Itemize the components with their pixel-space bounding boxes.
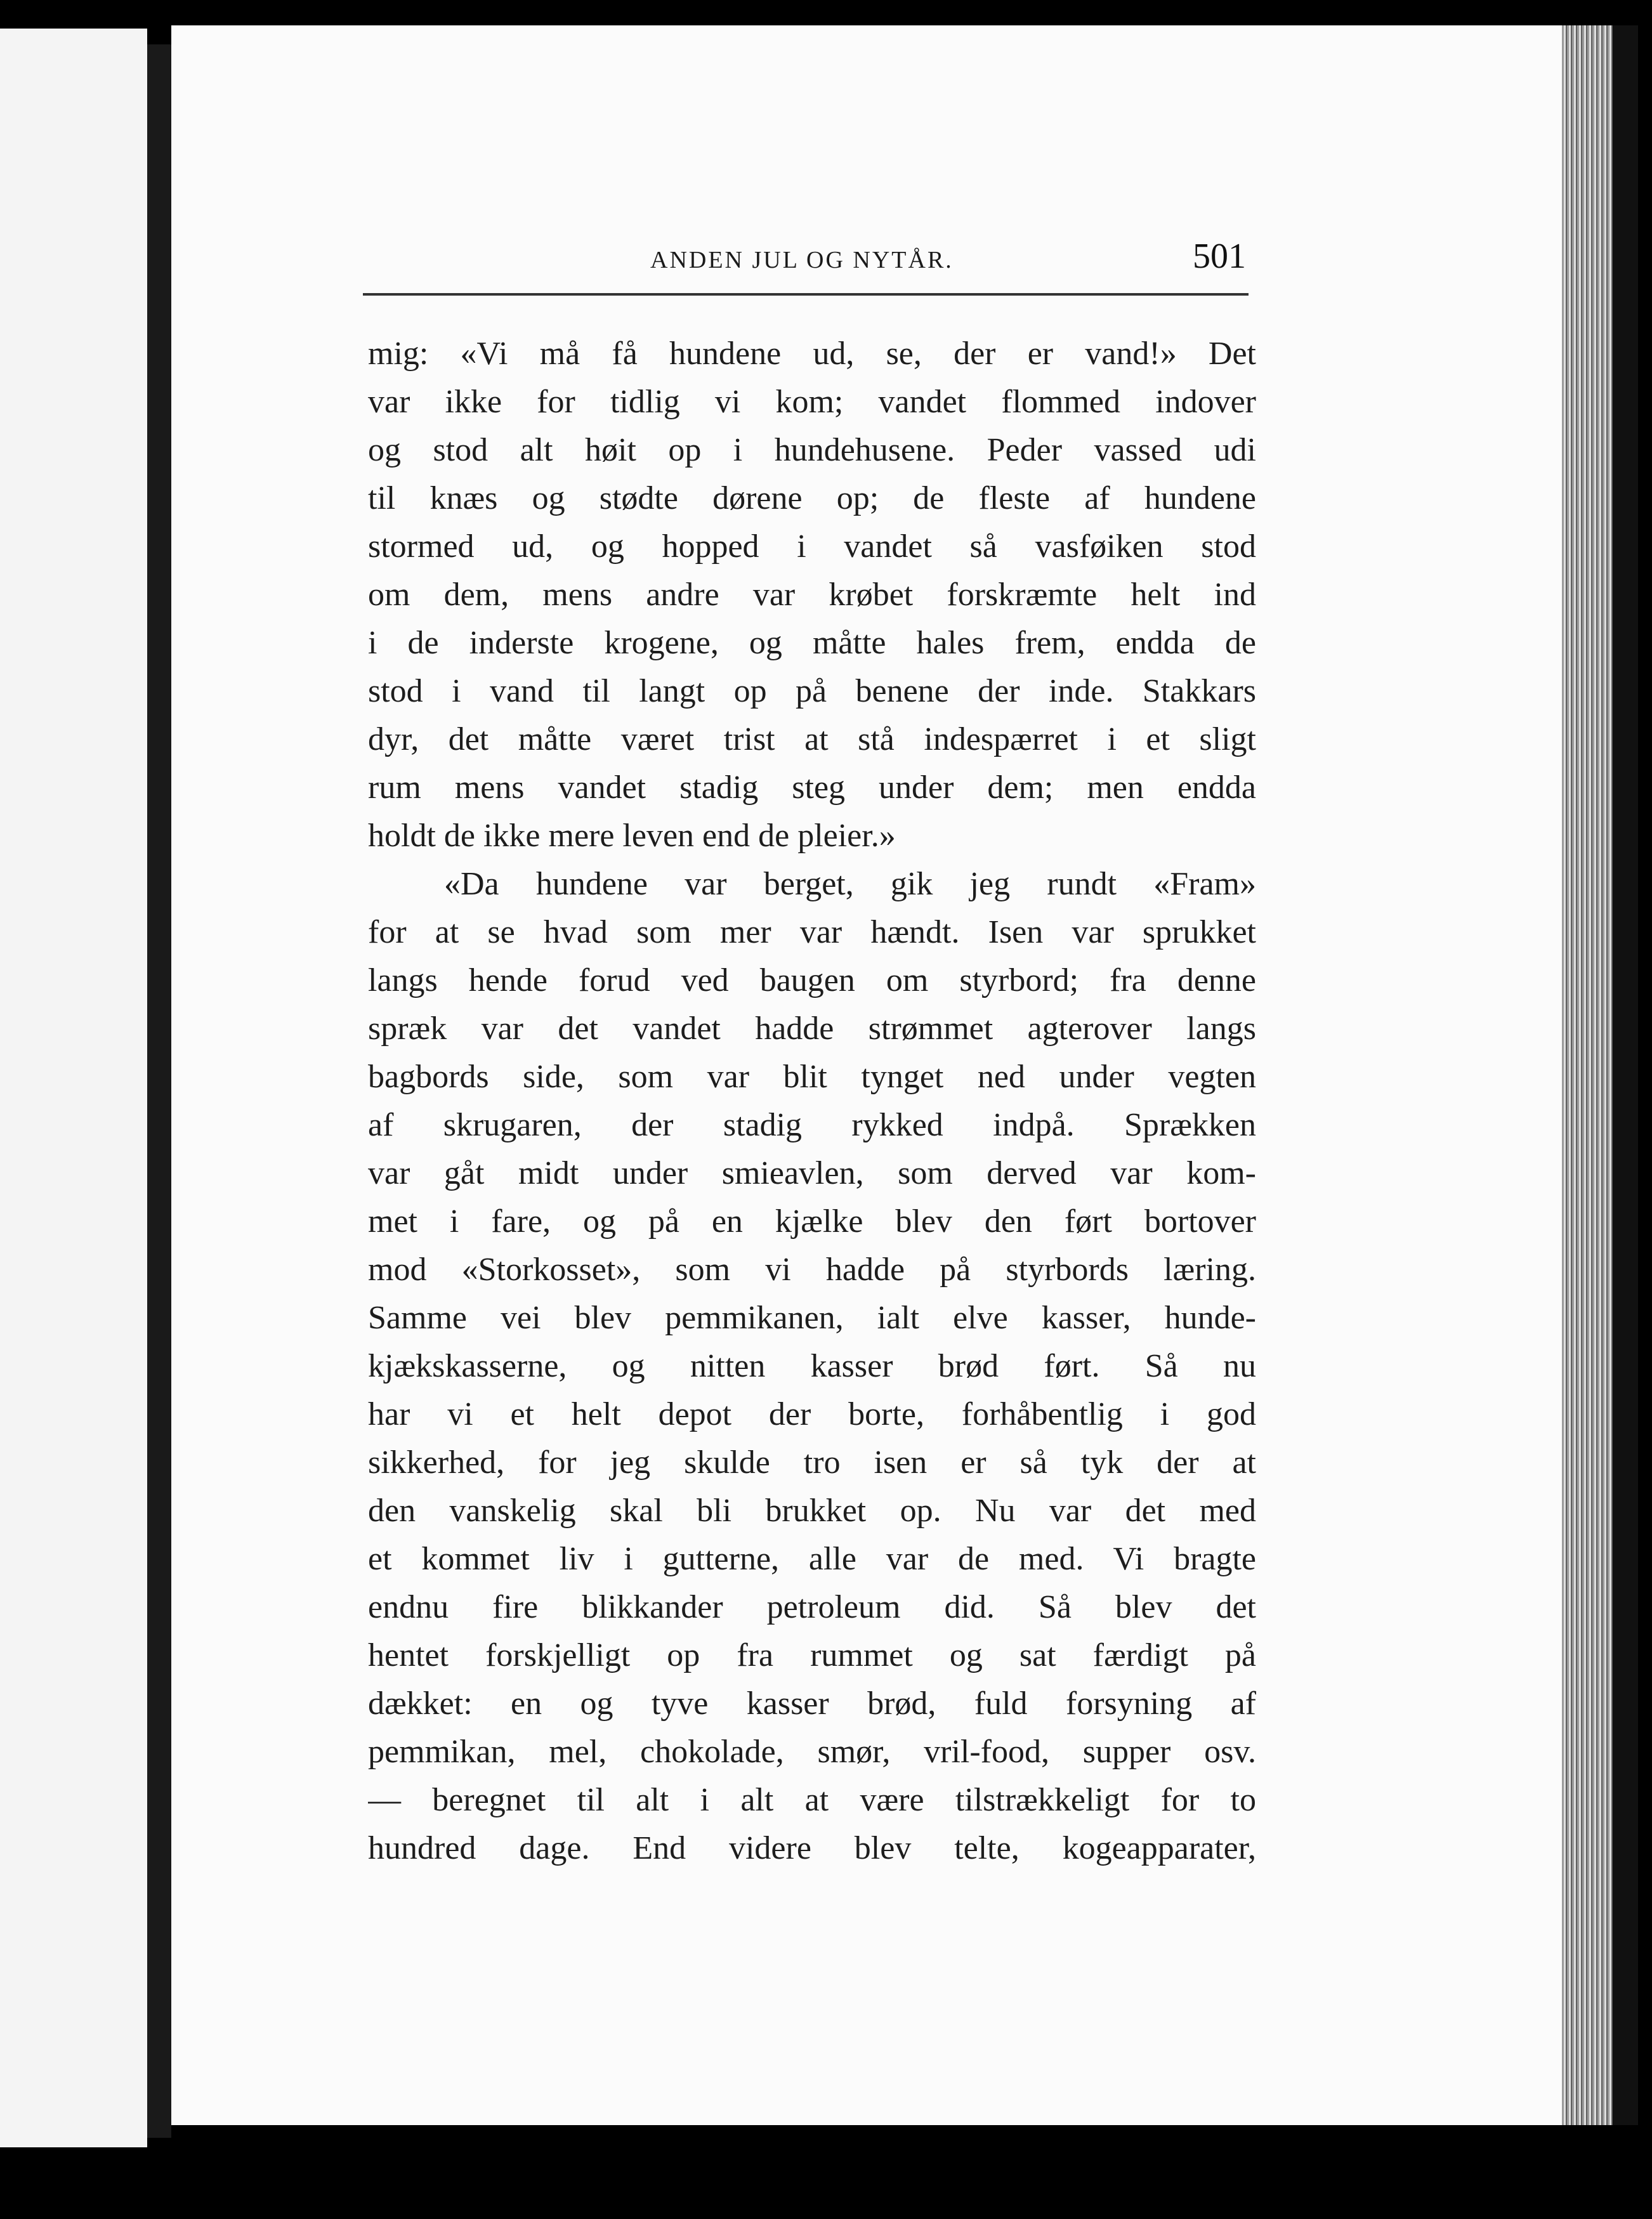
text-line: stormed ud, og hopped i vandet så vasføiken stod xyxy=(368,528,1256,565)
book-gutter xyxy=(147,44,171,2138)
text-line: holdt de ikke mere leven end de pleier.» xyxy=(368,818,896,854)
text-line: dyr, det måtte været trist at stå indespærret i et sligt xyxy=(368,721,1256,757)
text-line: sikkerhed, for jeg skulde tro isen er så tyk der at xyxy=(368,1444,1256,1481)
text-line: var gåt midt under smieavlen, som derved var kom- xyxy=(368,1155,1256,1191)
text-line: har vi et helt depot der borte, forhåbentlig i god xyxy=(368,1396,1256,1432)
text-line: spræk var det vandet hadde strømmet agterover langs xyxy=(368,1011,1256,1047)
text-line: af skrugaren, der stadig rykked indpå. Sprækken xyxy=(368,1107,1256,1143)
text-line: mig: «Vi må få hundene ud, se, der er vand!» Det xyxy=(368,336,1256,372)
text-line: rum mens vandet stadig steg under dem; men endda xyxy=(368,769,1256,806)
text-line: den vanskelig skal bli brukket op. Nu var det med xyxy=(368,1493,1256,1529)
text-line: pemmikan, mel, chokolade, smør, vril-food, supper osv. xyxy=(368,1734,1256,1770)
text-line: bagbords side, som var blit tynget ned under vegten xyxy=(368,1059,1256,1095)
text-line: om dem, mens andre var krøbet forskræmte helt ind xyxy=(368,577,1256,613)
page-number: 501 xyxy=(1193,237,1246,276)
text-line: «Da hundene var berget, gik jeg rundt «Fram» xyxy=(444,866,1256,902)
text-line: hundred dage. End videre blev telte, kogeapparater, xyxy=(368,1830,1256,1866)
text-line: var ikke for tidlig vi kom; vandet flommed indover xyxy=(368,384,1256,420)
text-line: met i fare, og på en kjælke blev den ført bortover xyxy=(368,1203,1256,1240)
text-line: — beregnet til alt i alt at være tilstrækkeligt for to xyxy=(368,1782,1256,1818)
book-cover-edge xyxy=(1613,25,1638,2125)
left-page-edge xyxy=(0,29,147,2147)
text-line: kjækskasserne, og nitten kasser brød ført. Så nu xyxy=(368,1348,1256,1384)
text-line: i de inderste krogene, og måtte hales frem, endda de xyxy=(368,625,1256,661)
text-line: dækket: en og tyve kasser brød, fuld forsyning af xyxy=(368,1686,1256,1722)
running-title: ANDEN JUL OG NYTÅR. xyxy=(650,247,954,273)
text-line: Samme vei blev pemmikanen, ialt elve kasser, hunde- xyxy=(368,1300,1256,1336)
text-line: og stod alt høit op i hundehusene. Peder vassed udi xyxy=(368,432,1256,468)
body-text xyxy=(368,330,1256,1873)
text-line: hentet forskjelligt op fra rummet og sat færdigt på xyxy=(368,1637,1256,1673)
text-line: endnu fire blikkander petroleum did. Så blev det xyxy=(368,1589,1256,1625)
text-line: for at se hvad som mer var hændt. Isen var sprukket xyxy=(368,914,1256,950)
text-line: langs hende forud ved baugen om styrbord; fra denne xyxy=(368,962,1256,998)
text-line: stod i vand til langt op på benene der inde. Stakkars xyxy=(368,673,1256,709)
text-line: et kommet liv i gutterne, alle var de med. Vi bragte xyxy=(368,1541,1256,1577)
page-edges xyxy=(1562,25,1613,2125)
header-rule xyxy=(363,293,1249,296)
text-line: til knæs og stødte dørene op; de fleste af hundene xyxy=(368,480,1256,516)
text-line: mod «Storkosset», som vi hadde på styrbords læring. xyxy=(368,1252,1256,1288)
